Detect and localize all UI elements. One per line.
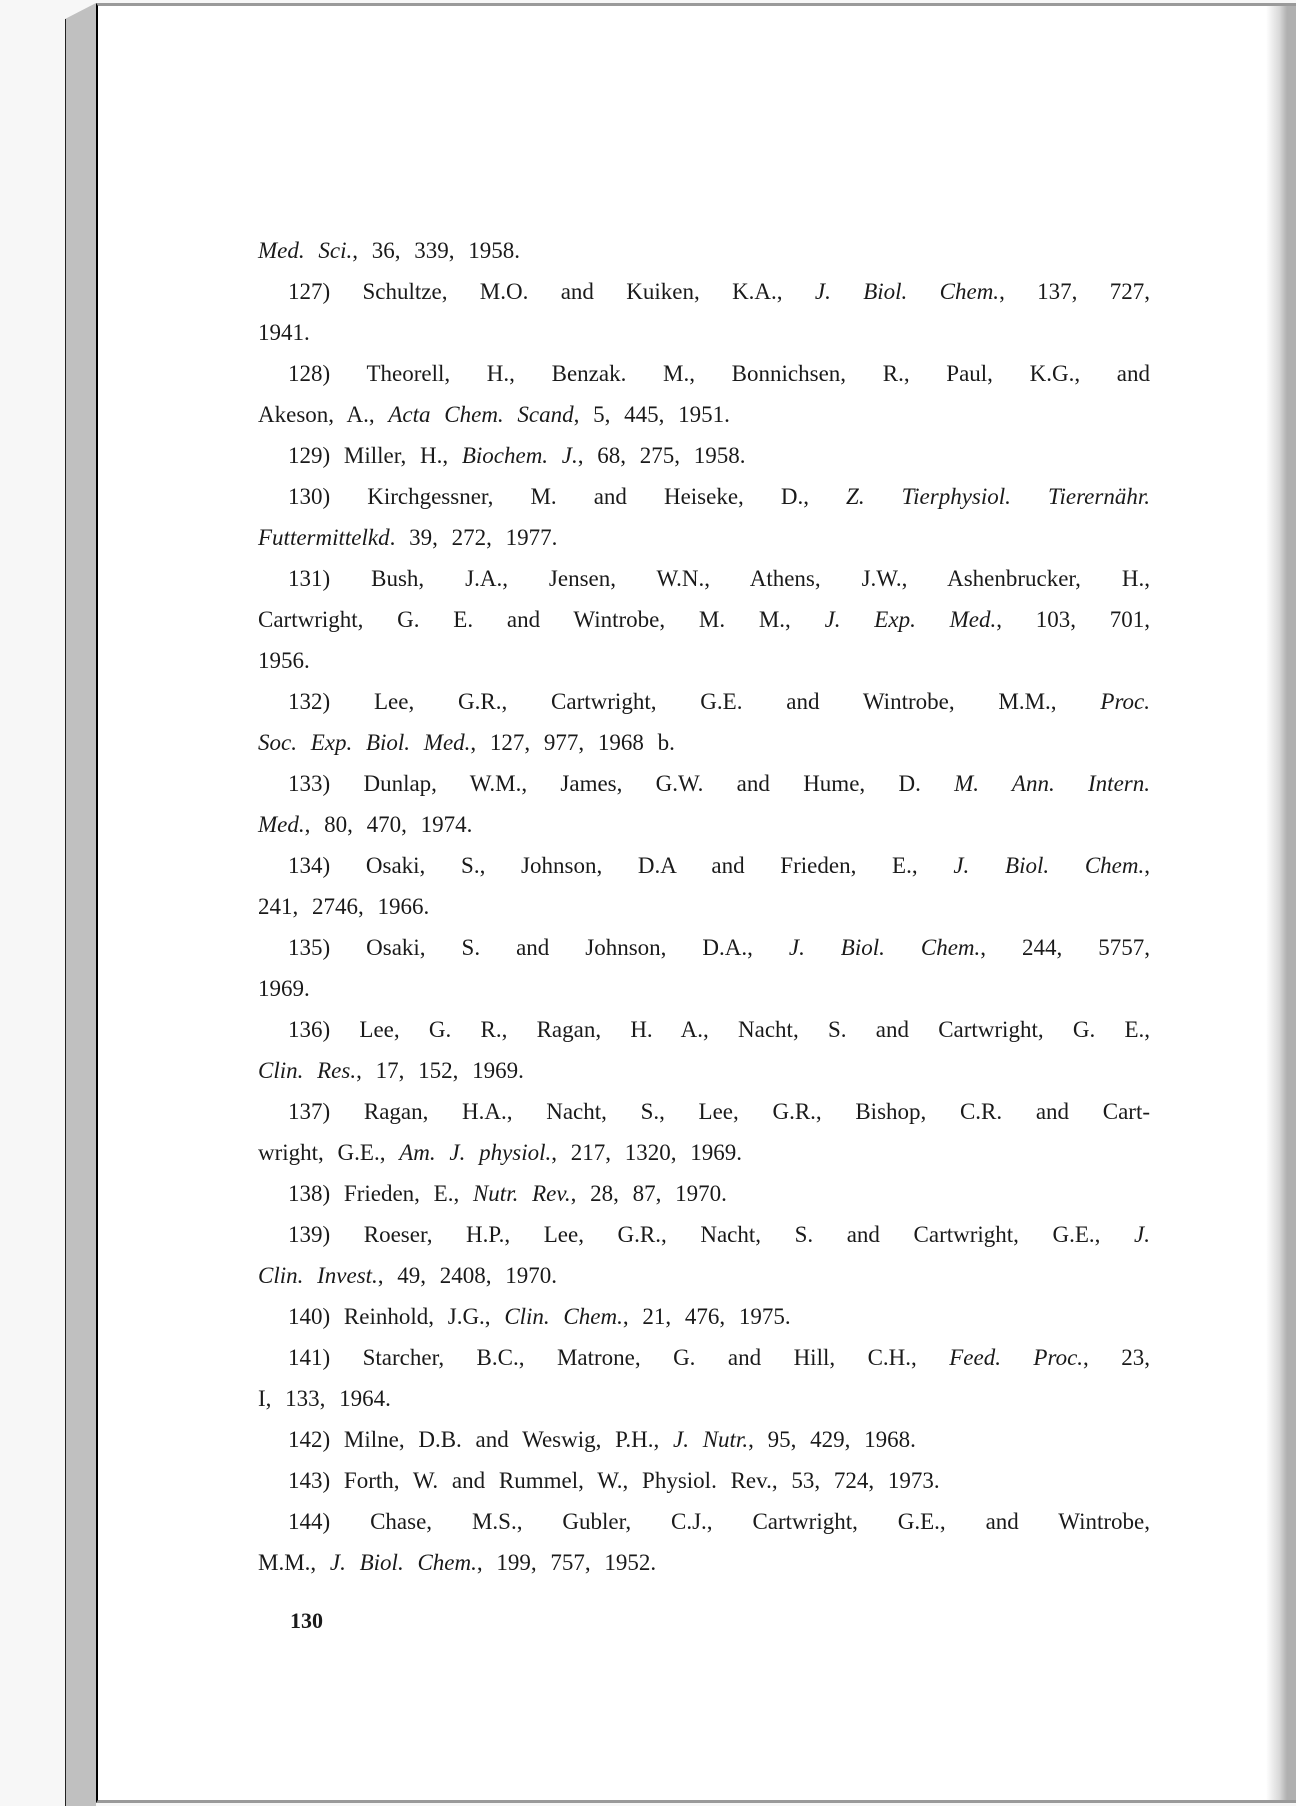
reference-entry bbox=[258, 1016, 1150, 1044]
reference-text: , 217, 1320, 1969. bbox=[551, 1140, 743, 1165]
reference-text: 127) Schultze, M.O. and Kuiken, K.A., bbox=[288, 279, 815, 304]
reference-text: 135) Osaki, S. and Johnson, D.A., bbox=[288, 935, 789, 960]
journal-title: J. Biol. Chem. bbox=[788, 935, 981, 960]
reference-text: , 68, 275, 1958. bbox=[577, 443, 746, 468]
reference-text: , 28, 87, 1970. bbox=[570, 1181, 727, 1206]
reference-text: I, 133, 1964. bbox=[258, 1386, 391, 1411]
reference-text: , 199, 757, 1952. bbox=[476, 1550, 657, 1575]
reference-continuation-line bbox=[258, 1385, 1150, 1413]
reference-continuation-line bbox=[258, 1262, 1150, 1290]
journal-title: J. Biol. Chem. bbox=[953, 853, 1145, 878]
reference-text: 143) Forth, W. and Rummel, W., Physiol. Rev., 53, 724, 1973. bbox=[288, 1468, 940, 1493]
reference-text: , 127, 977, 1968 b. bbox=[470, 730, 675, 755]
journal-title: Med. bbox=[258, 812, 305, 837]
spine-edge bbox=[65, 19, 66, 1806]
reference-continuation-line bbox=[258, 1139, 1150, 1167]
reference-text: , 36, 339, 1958. bbox=[352, 238, 520, 263]
reference-entry bbox=[258, 1098, 1150, 1126]
reference-text: 132) Lee, G.R., Cartwright, G.E. and Wintrobe, M.M., bbox=[288, 689, 1101, 714]
reference-text: 138) Frieden, E., bbox=[288, 1181, 473, 1206]
reference-entry bbox=[258, 1344, 1150, 1372]
journal-title: Med. Sci. bbox=[258, 238, 353, 263]
reference-entry bbox=[258, 360, 1150, 388]
reference-text: 1956. bbox=[258, 648, 310, 673]
reference-text: . 39, 272, 1977. bbox=[389, 525, 558, 550]
reference-text: 241, 2746, 1966. bbox=[258, 894, 430, 919]
journal-title: J. bbox=[1134, 1222, 1150, 1247]
reference-text: 134) Osaki, S., Johnson, D.A and Frieden, E., bbox=[288, 853, 954, 878]
reference-entry bbox=[258, 565, 1150, 593]
reference-text: Akeson, A., bbox=[258, 402, 389, 427]
reference-text: , 103, 701, bbox=[996, 607, 1150, 632]
journal-title: Clin. Invest. bbox=[258, 1263, 378, 1288]
reference-text: , bbox=[1144, 853, 1150, 878]
reference-entry bbox=[258, 483, 1150, 511]
reference-entry bbox=[258, 934, 1150, 962]
reference-text: 1941. bbox=[258, 320, 310, 345]
reference-text: , 244, 5757, bbox=[980, 935, 1150, 960]
reference-continuation-line bbox=[258, 606, 1150, 634]
journal-title: J. Exp. Med. bbox=[824, 607, 997, 632]
reference-continuation-line bbox=[258, 524, 1150, 552]
reference-text: wright, G.E., bbox=[258, 1140, 400, 1165]
reference-text: 137) Ragan, H.A., Nacht, S., Lee, G.R., Bishop, C.R. and Cart- bbox=[288, 1099, 1150, 1124]
reference-entry bbox=[258, 1467, 1150, 1495]
reference-text: 140) Reinhold, J.G., bbox=[288, 1304, 505, 1329]
journal-title: Soc. Exp. Biol. Med. bbox=[258, 730, 471, 755]
reference-entry bbox=[258, 1221, 1150, 1249]
reference-entry bbox=[258, 688, 1150, 716]
reference-text: Cartwright, G. E. and Wintrobe, M. M., bbox=[258, 607, 825, 632]
journal-title: Acta Chem. Scand bbox=[388, 402, 574, 427]
reference-continuation-line bbox=[258, 319, 1150, 347]
reference-entry bbox=[258, 237, 1150, 265]
reference-continuation-line bbox=[258, 647, 1150, 675]
journal-title: Clin. Chem. bbox=[504, 1304, 623, 1329]
reference-text: 131) Bush, J.A., Jensen, W.N., Athens, J.W., Ashenbrucker, H., bbox=[288, 566, 1150, 591]
reference-text: , 17, 152, 1969. bbox=[356, 1058, 524, 1083]
reference-text: 1969. bbox=[258, 976, 310, 1001]
reference-continuation-line bbox=[258, 893, 1150, 921]
reference-text: 136) Lee, G. R., Ragan, H. A., Nacht, S. and Cartwright, G. E., bbox=[288, 1017, 1150, 1042]
journal-title: Proc. bbox=[1100, 689, 1150, 714]
reference-text: , 137, 727, bbox=[999, 279, 1151, 304]
journal-title: Clin. Res. bbox=[258, 1058, 357, 1083]
reference-text: M.M., bbox=[258, 1550, 330, 1575]
reference-text: 133) Dunlap, W.M., James, G.W. and Hume, D. bbox=[288, 771, 955, 796]
reference-entry bbox=[258, 278, 1150, 306]
journal-title: Nutr. Rev. bbox=[472, 1181, 571, 1206]
reference-continuation-line bbox=[258, 1057, 1150, 1085]
reference-entry bbox=[258, 1180, 1150, 1208]
page-number: 130 bbox=[290, 1608, 323, 1633]
journal-title: J. Biol. Chem. bbox=[814, 279, 1000, 304]
reference-entry bbox=[258, 770, 1150, 798]
reference-text: , 95, 429, 1968. bbox=[748, 1427, 916, 1452]
reference-text: 128) Theorell, H., Benzak. M., Bonnichsen, R., Paul, K.G., and bbox=[288, 361, 1150, 386]
reference-entry bbox=[258, 1508, 1150, 1536]
reference-continuation-line bbox=[258, 1549, 1150, 1577]
reference-entry bbox=[258, 852, 1150, 880]
reference-entry bbox=[258, 442, 1150, 470]
journal-title: Am. J. physiol. bbox=[399, 1140, 552, 1165]
journal-title: J. Biol. Chem. bbox=[329, 1550, 477, 1575]
journal-title: Feed. Proc. bbox=[949, 1345, 1084, 1370]
reference-text: , 21, 476, 1975. bbox=[622, 1304, 791, 1329]
reference-entry bbox=[258, 1303, 1150, 1331]
reference-text: , 80, 470, 1974. bbox=[304, 812, 473, 837]
reference-text: 130) Kirchgessner, M. and Heiseke, D., bbox=[288, 484, 847, 509]
reference-text: , 5, 445, 1951. bbox=[573, 402, 730, 427]
journal-title: M. Ann. Intern. bbox=[954, 771, 1150, 796]
reference-entry bbox=[258, 1426, 1150, 1454]
reference-continuation-line bbox=[258, 401, 1150, 429]
reference-text: 141) Starcher, B.C., Matrone, G. and Hill, C.H., bbox=[288, 1345, 950, 1370]
journal-title: Z. Tierphysiol. Tierernähr. bbox=[846, 484, 1150, 509]
reference-continuation-line bbox=[258, 975, 1150, 1003]
reference-text: , 49, 2408, 1970. bbox=[377, 1263, 558, 1288]
journal-title: Biochem. J. bbox=[461, 443, 578, 468]
reference-text: 129) Miller, H., bbox=[288, 443, 462, 468]
reference-continuation-line bbox=[258, 811, 1150, 839]
journal-title: J. Nutr. bbox=[672, 1427, 749, 1452]
reference-text: 139) Roeser, H.P., Lee, G.R., Nacht, S. and Cartwright, G.E., bbox=[288, 1222, 1135, 1247]
reference-text: 144) Chase, M.S., Gubler, C.J., Cartwright, G.E., and Wintrobe, bbox=[288, 1509, 1150, 1534]
page-shadow bbox=[1266, 6, 1296, 1800]
journal-title: Futtermittelkd bbox=[258, 525, 390, 550]
book-spine bbox=[65, 3, 96, 1806]
reference-continuation-line bbox=[258, 729, 1150, 757]
reference-text: 142) Milne, D.B. and Weswig, P.H., bbox=[288, 1427, 673, 1452]
reference-text: , 23, bbox=[1083, 1345, 1151, 1370]
